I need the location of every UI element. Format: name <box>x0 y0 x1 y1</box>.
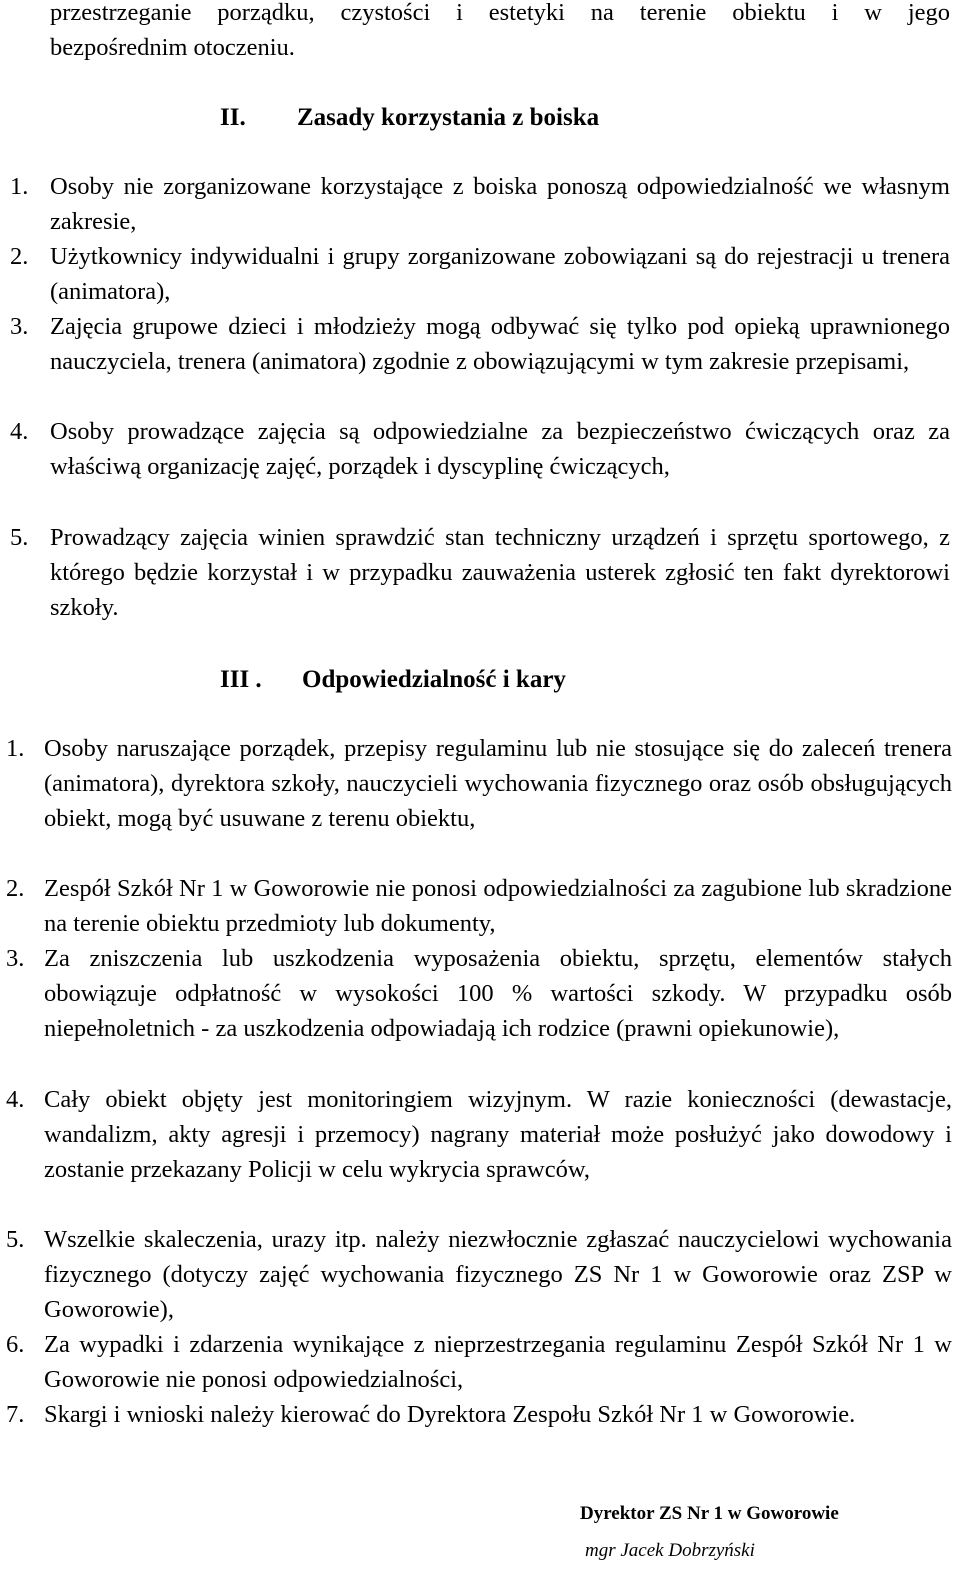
item-number: 3. <box>10 313 29 340</box>
item-text: Skargi i wnioski należy kierować do Dyrektora Zespołu Szkół Nr 1 w Goworowie. <box>44 1401 856 1428</box>
intro-line-2: bezpośrednim otoczeniu. <box>50 34 295 61</box>
item-text: Osoby naruszające porządek, przepisy regulaminu lub nie stosujące się do zaleceń trenera (animatora), dyrektora szkoły, nauczycieli wychowania fizycznego oraz osób obsługujących obiekt, mogą być usuwane z terenu obiektu, <box>44 735 952 832</box>
item-text: Prowadzący zajęcia winien sprawdzić stan techniczny urządzeń i sprzętu sportowego, z którego będzie korzystał i w przypadku zauważenia usterek zgłosić ten fakt dyrektorowi szkoły. <box>50 524 950 621</box>
section-3-numeral: III . <box>220 666 262 693</box>
item-number: 4. <box>10 418 29 445</box>
item-number: 3. <box>6 945 25 972</box>
section-2-title: Zasady korzystania z boiska <box>297 104 600 131</box>
item-text: Za zniszczenia lub uszkodzenia wyposażenia obiektu, sprzętu, elementów stałych obowiązuje odpłatność w wysokości 100 % wartości szkody. W przypadku osób niepełnoletnich - za uszkodzenia odpowiadają ich rodzice (prawni opiekunowie), <box>44 945 952 1042</box>
section-3-title: Odpowiedzialność i kary <box>302 666 566 693</box>
item-number: 7. <box>6 1401 25 1428</box>
signature-name: mgr Jacek Dobrzyński <box>585 1540 755 1561</box>
intro-fragment <box>50 0 950 65</box>
item-text: Osoby nie zorganizowane korzystające z boiska ponoszą odpowiedzialność we własnym zakresie, <box>50 173 950 235</box>
item-number: 5. <box>6 1226 25 1253</box>
item-number: 2. <box>6 875 25 902</box>
item-number: 4. <box>6 1086 25 1113</box>
item-number: 1. <box>6 735 25 762</box>
intro-line-1: przestrzeganie porządku, czystości i estetyki na terenie obiektu i w jego <box>50 0 950 26</box>
item-text: Zajęcia grupowe dzieci i młodzieży mogą odbywać się tylko pod opieką uprawnionego nauczyciela, trenera (animatora) zgodnie z obowiązującymi w tym zakresie przepisami, <box>50 313 950 375</box>
item-text: Za wypadki i zdarzenia wynikające z nieprzestrzegania regulaminu Zespół Szkół Nr 1 w Goworowie nie ponosi odpowiedzialności, <box>44 1331 952 1393</box>
item-text: Użytkownicy indywidualni i grupy zorganizowane zobowiązani są do rejestracji u trenera (animatora), <box>50 243 950 305</box>
item-number: 6. <box>6 1331 25 1358</box>
item-text: Cały obiekt objęty jest monitoringiem wizyjnym. W razie konieczności (dewastacje, wandalizm, akty agresji i przemocy) nagrany materiał może posłużyć jako dowodowy i zostanie przekazany Policji w celu wykrycia sprawców, <box>44 1086 952 1183</box>
item-number: 2. <box>10 243 29 270</box>
item-text: Osoby prowadzące zajęcia są odpowiedzialne za bezpieczeństwo ćwiczących oraz za właściwą organizację zajęć, porządek i dyscyplinę ćwiczących, <box>50 418 950 480</box>
item-number: 1. <box>10 173 29 200</box>
item-number: 5. <box>10 524 29 551</box>
section-2-numeral: II. <box>220 104 246 131</box>
item-text: Wszelkie skaleczenia, urazy itp. należy niezwłocznie zgłaszać nauczycielowi wychowania fizycznego (dotyczy zajęć wychowania fizycznego ZS Nr 1 w Goworowie oraz ZSP w Goworowie), <box>44 1226 952 1323</box>
signature-title: Dyrektor ZS Nr 1 w Goworowie <box>580 1503 839 1524</box>
item-text: Zespół Szkół Nr 1 w Goworowie nie ponosi odpowiedzialności za zagubione lub skradzione na terenie obiektu przedmioty lub dokumenty, <box>44 875 952 937</box>
